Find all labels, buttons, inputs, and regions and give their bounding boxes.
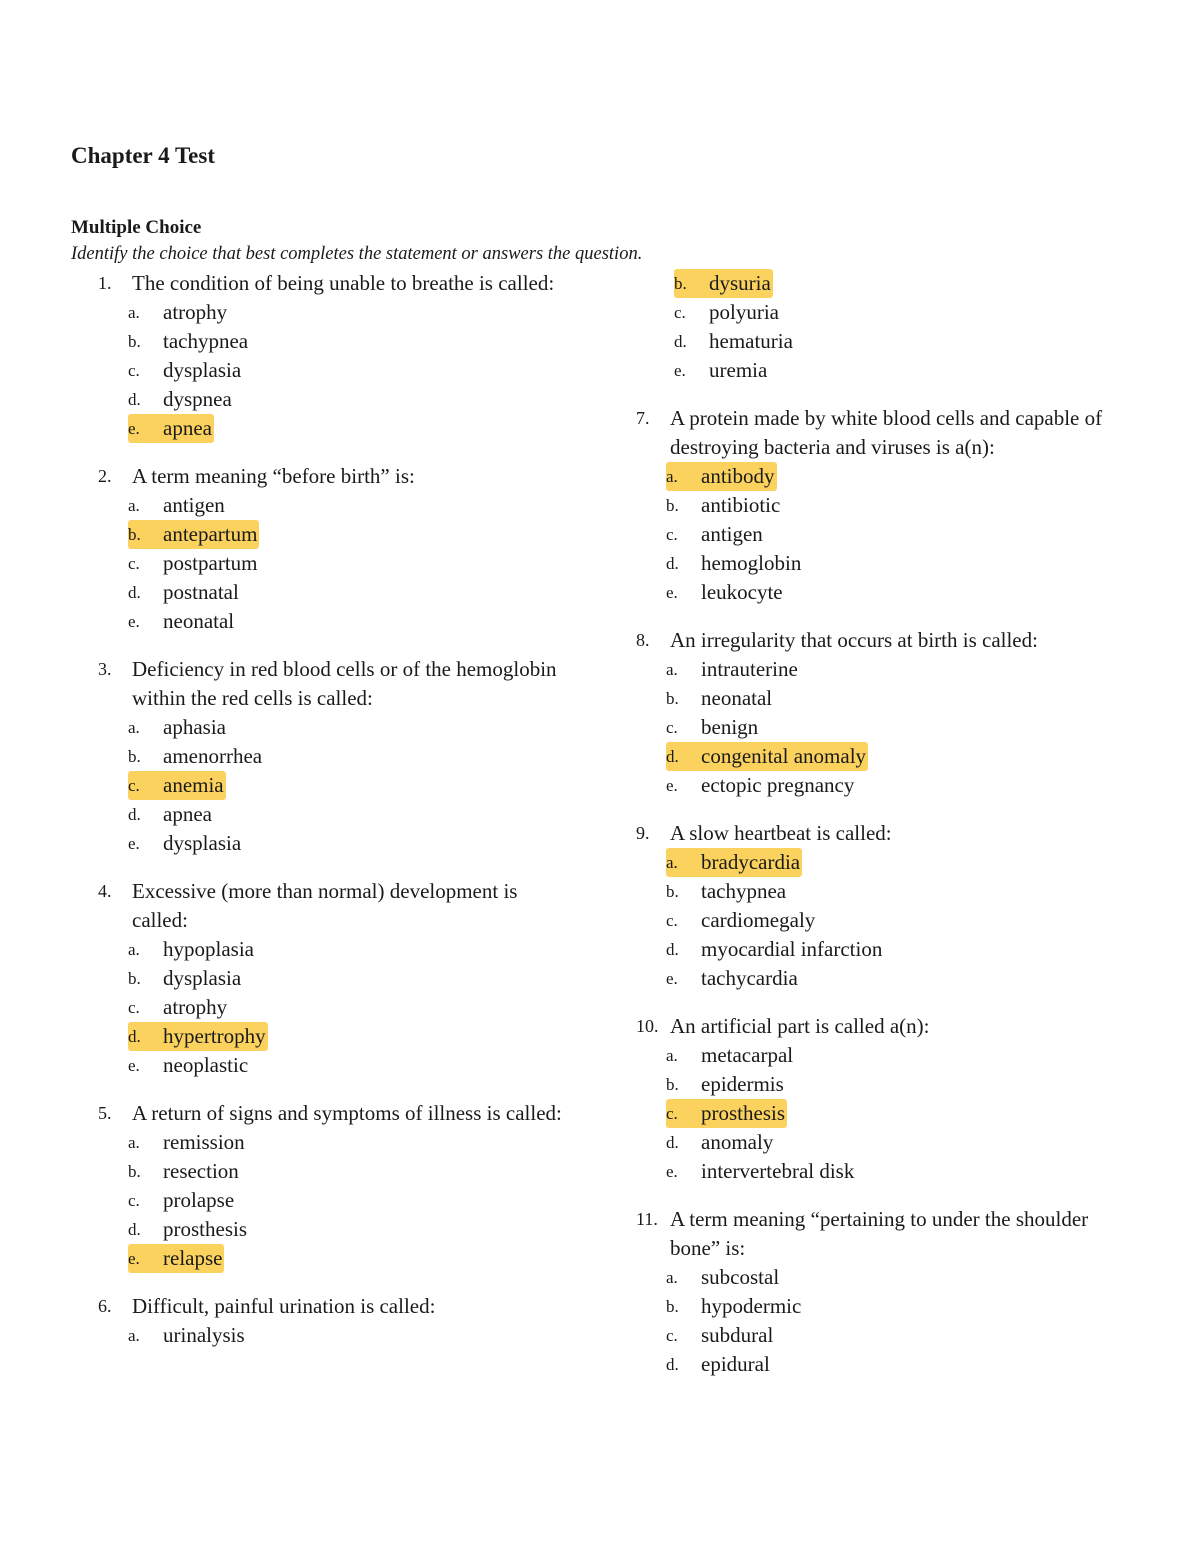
question-number: 7. [636,408,650,428]
choice-list [636,655,1106,800]
choice-text: antibody [701,464,775,488]
answer-choice [128,713,226,742]
choice-letter: b. [128,1162,141,1181]
choice-text: dyspnea [163,387,232,411]
highlighted-answer-choice [674,269,773,298]
question-stem [98,1292,578,1321]
choice-text: congenital anomaly [701,744,867,768]
choice-text: subcostal [701,1265,780,1289]
choice-text: remission [163,1130,245,1154]
answer-choice [128,491,225,520]
left-question-column [98,269,578,1369]
choice-letter: b. [128,332,141,351]
choice-text: prolapse [163,1188,235,1212]
question-item [98,1099,578,1273]
question-text: A return of signs and symptoms of illness is called: [132,1101,562,1125]
question-text: Deficiency in red blood cells or of the hemoglobin within the red cells is called: [132,657,557,710]
choice-text: resection [163,1159,239,1183]
answer-choice [128,964,241,993]
choice-text: anomaly [701,1130,774,1154]
choice-letter: c. [128,554,140,573]
choice-letter: d. [666,747,679,766]
question-number: 6. [98,1296,112,1316]
choice-letter: c. [128,1191,140,1210]
answer-choice [666,1128,773,1157]
question-stem [98,269,578,298]
choice-text: anemia [163,773,224,797]
answer-choice [666,771,854,800]
answer-choice [674,356,767,385]
choice-letter: a. [128,1133,140,1152]
answer-choice [128,1051,248,1080]
question-number: 10. [636,1016,659,1036]
choice-text: antibiotic [701,493,781,517]
answer-choice [666,578,783,607]
answer-choice [666,1041,793,1070]
choice-text: myocardial infarction [701,937,883,961]
choice-letter: c. [128,361,140,380]
question-item [636,1012,1106,1186]
answer-choice [128,578,239,607]
choice-text: amenorrhea [163,744,263,768]
choice-text: neoplastic [163,1053,249,1077]
question-item [636,1205,1106,1379]
choice-letter: e. [128,834,140,853]
choice-text: benign [701,715,759,739]
question-stem [98,655,578,713]
choice-letter: b. [666,496,679,515]
choice-text: apnea [163,802,212,826]
answer-choice [128,993,227,1022]
choice-letter: d. [666,1133,679,1152]
question-number: 3. [98,659,112,679]
choice-list [98,1321,578,1350]
question-number: 5. [98,1103,112,1123]
choice-letter: e. [666,969,678,988]
highlighted-answer-choice [128,1022,268,1051]
choice-letter: e. [674,361,686,380]
question-text: A term meaning “pertaining to under the shoulder bone” is: [670,1207,1089,1260]
question-item [636,626,1106,800]
choice-text: hematuria [709,329,793,353]
question-number: 9. [636,823,650,843]
highlighted-answer-choice [666,1099,787,1128]
answer-choice [666,1263,779,1292]
choice-text: aphasia [163,715,226,739]
choice-letter: c. [666,525,678,544]
answer-choice [128,1186,234,1215]
choice-letter: d. [666,940,679,959]
choice-text: relapse [163,1246,223,1270]
choice-text: neonatal [701,686,773,710]
choice-letter: d. [666,554,679,573]
highlighted-answer-choice [666,848,802,877]
choice-text: tachypnea [701,879,787,903]
choice-list [98,1128,578,1273]
choice-text: antepartum [163,522,258,546]
choice-text: cardiomegaly [701,908,816,932]
choice-letter: e. [128,419,140,438]
choice-list [636,1263,1106,1379]
answer-choice [128,385,232,414]
choice-letter: a. [666,853,678,872]
choice-letter: b. [674,274,687,293]
question-text: A term meaning “before birth” is: [132,464,415,488]
answer-choice [666,1321,773,1350]
right-question-column [636,269,1106,1398]
choice-text: antigen [163,493,225,517]
choice-letter: e. [666,1162,678,1181]
answer-choice [666,1070,784,1099]
choice-text: hypoplasia [163,937,254,961]
question-stem [636,1205,1106,1263]
question-text: Excessive (more than normal) development is called: [132,879,518,932]
question-text: The condition of being unable to breathe is called: [132,271,555,295]
choice-letter: b. [128,969,141,988]
choice-text: hypodermic [701,1294,802,1318]
question-stem [98,1099,578,1128]
choice-letter: b. [666,882,679,901]
highlighted-answer-choice [128,1244,224,1273]
choice-text: polyuria [709,300,779,324]
answer-choice [666,684,772,713]
answer-choice [128,1321,245,1350]
choice-list [98,298,578,443]
choice-letter: a. [666,660,678,679]
choice-text: hypertrophy [163,1024,266,1048]
choice-text: bradycardia [701,850,801,874]
choice-letter: a. [128,496,140,515]
question-stem [98,877,578,935]
answer-choice [666,1350,770,1379]
choice-letter: c. [128,776,140,795]
choice-text: prosthesis [701,1101,785,1125]
choice-text: neonatal [163,609,235,633]
choice-text: ectopic pregnancy [701,773,855,797]
choice-list [636,848,1106,993]
highlighted-answer-choice [128,520,259,549]
choice-letter: c. [128,998,140,1017]
choice-list [636,1041,1106,1186]
question-number: 2. [98,466,112,486]
answer-choice [666,520,763,549]
answer-choice [674,327,793,356]
question-text: An irregularity that occurs at birth is called: [670,628,1038,652]
choice-text: epidermis [701,1072,784,1096]
answer-choice [666,964,798,993]
choice-letter: c. [666,1104,678,1123]
answer-choice [666,713,758,742]
choice-letter: a. [666,1046,678,1065]
choice-letter: d. [128,1220,141,1239]
answer-choice [128,327,248,356]
question-stem [636,626,1106,655]
answer-choice [128,935,254,964]
question-number: 11. [636,1209,658,1229]
highlighted-answer-choice [666,462,777,491]
choice-letter: a. [666,467,678,486]
choice-letter: b. [128,747,141,766]
choice-list [636,462,1106,607]
question-item [98,462,578,636]
choice-letter: e. [128,612,140,631]
choice-text: prosthesis [163,1217,247,1241]
continued-choice-list [636,269,1106,385]
choice-text: apnea [163,416,212,440]
highlighted-answer-choice [128,771,226,800]
page-title: Chapter 4 Test [71,143,215,168]
question-item [636,819,1106,993]
answer-choice [666,491,780,520]
question-number: 8. [636,630,650,650]
answer-choice [666,1157,854,1186]
highlighted-answer-choice [666,742,868,771]
choice-letter: a. [666,1268,678,1287]
choice-text: epidural [701,1352,770,1376]
answer-choice [128,1215,247,1244]
question-number: 4. [98,881,112,901]
choice-text: atrophy [163,300,228,324]
question-stem [98,462,578,491]
choice-text: atrophy [163,995,228,1019]
choice-letter: e. [128,1249,140,1268]
choice-letter: a. [128,1326,140,1345]
question-text: Difficult, painful urination is called: [132,1294,436,1318]
answer-choice [666,549,801,578]
choice-list [98,935,578,1080]
question-item [98,877,578,1080]
choice-letter: d. [128,805,141,824]
choice-letter: c. [674,303,686,322]
answer-choice [128,742,262,771]
choice-letter: a. [128,940,140,959]
choice-text: dysuria [709,271,771,295]
choice-text: intervertebral disk [701,1159,855,1183]
choice-list [98,491,578,636]
question-stem [636,819,1106,848]
choice-list [98,713,578,858]
choice-letter: b. [128,525,141,544]
choice-letter: d. [128,583,141,602]
choice-letter: d. [666,1355,679,1374]
choice-text: postnatal [163,580,239,604]
choice-letter: d. [128,390,141,409]
section-heading: Multiple Choice [71,217,202,238]
choice-text: dysplasia [163,358,242,382]
choice-letter: c. [666,1326,678,1345]
answer-choice [666,906,815,935]
choice-letter: a. [128,303,140,322]
answer-choice [666,1292,801,1321]
question-item [98,1292,578,1350]
answer-choice [666,935,882,964]
choice-letter: c. [666,911,678,930]
choice-text: dysplasia [163,966,242,990]
choice-text: tachycardia [701,966,798,990]
question-text: A protein made by white blood cells and capable of destroying bacteria and viruses is a(n): [670,406,1103,459]
answer-choice [128,549,258,578]
choice-letter: d. [674,332,687,351]
choice-text: intrauterine [701,657,798,681]
choice-text: leukocyte [701,580,783,604]
choice-text: antigen [701,522,763,546]
answer-choice [128,356,241,385]
choice-text: metacarpal [701,1043,794,1067]
question-number: 1. [98,273,112,293]
question-item [98,655,578,858]
choice-letter: e. [128,1056,140,1075]
answer-choice [128,298,227,327]
question-text: A slow heartbeat is called: [670,821,892,845]
answer-choice [128,800,212,829]
choice-letter: b. [666,689,679,708]
choice-letter: e. [666,583,678,602]
choice-letter: e. [666,776,678,795]
answer-choice [674,298,779,327]
question-stem [636,404,1106,462]
choice-letter: d. [128,1027,141,1046]
choice-text: subdural [701,1323,774,1347]
choice-text: uremia [709,358,768,382]
highlighted-answer-choice [128,414,214,443]
choice-text: hemoglobin [701,551,802,575]
answer-choice [666,655,798,684]
choice-letter: a. [128,718,140,737]
right-question-list [636,404,1106,1379]
instructions-text: Identify the choice that best completes the statement or answers the question. [71,244,643,264]
choice-text: postpartum [163,551,258,575]
question-item [636,404,1106,607]
question-item [98,269,578,443]
choice-text: dysplasia [163,831,242,855]
choice-letter: b. [666,1297,679,1316]
choice-letter: b. [666,1075,679,1094]
answer-choice [666,877,786,906]
choice-letter: c. [666,718,678,737]
choice-text: urinalysis [163,1323,245,1347]
question-text: An artificial part is called a(n): [670,1014,930,1038]
answer-choice [128,829,241,858]
answer-choice [128,607,234,636]
question-stem [636,1012,1106,1041]
choice-text: tachypnea [163,329,249,353]
answer-choice [128,1128,245,1157]
answer-choice [128,1157,239,1186]
